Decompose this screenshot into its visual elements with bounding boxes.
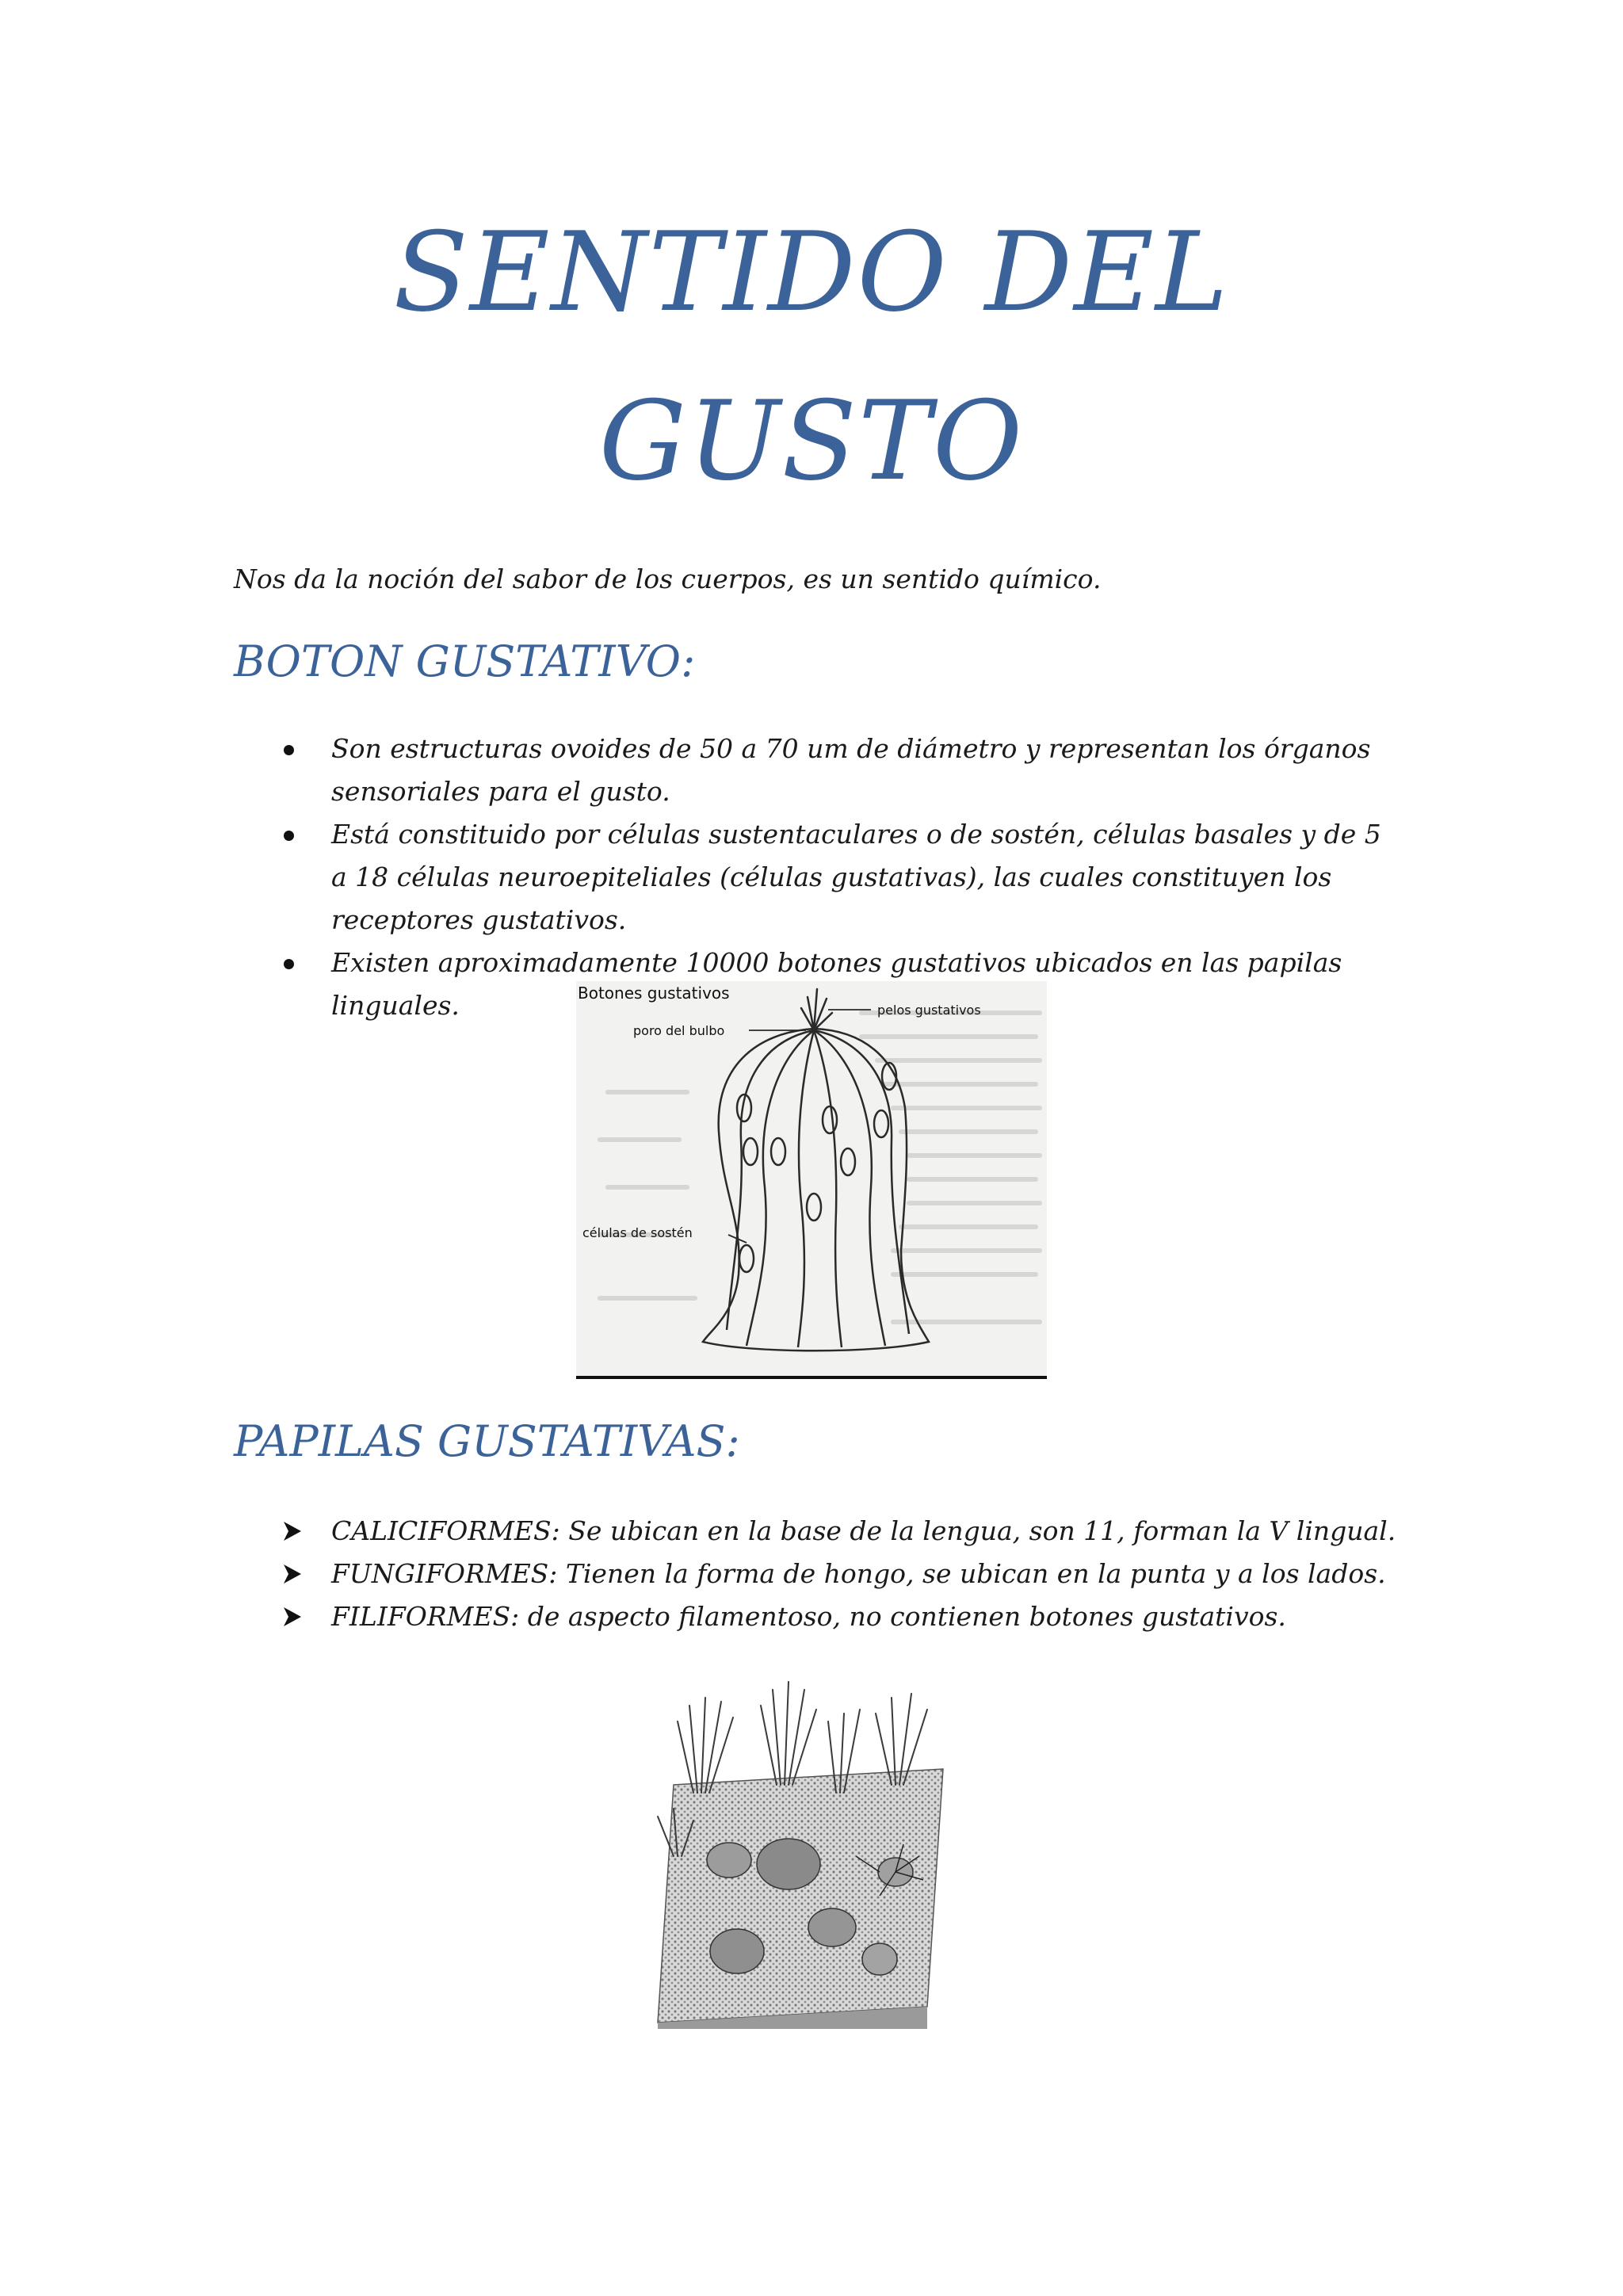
list-item [279, 1553, 1404, 1595]
taste-bud-figure [576, 981, 1047, 1379]
list-item-text: Está constituido por células sustentaculares o de sostén, células basales y de 5 a 18 células neuroepiteliales (células gustativas), las cuales constituyen los receptores gustativos. [331, 819, 1381, 935]
page-title-line-2: GUSTO [598, 377, 1025, 505]
list-item-text: CALICIFORMES: Se ubican en la base de la lengua, son 11, forman la V lingual. [331, 1515, 1396, 1546]
bullet-icon [284, 831, 294, 841]
bullet-icon [284, 745, 294, 755]
figure-label-cells: células de sostén [582, 1225, 693, 1240]
list-item-text: Existen aproximadamente 10000 botones gustativos ubicados en las papilas linguales. [331, 947, 1342, 1021]
list-item-text: FILIFORMES: de aspecto filamentoso, no contienen botones gustativos. [331, 1601, 1286, 1632]
papillae-illustration [642, 1674, 955, 2029]
arrow-bullet-icon [282, 1520, 303, 1542]
figure-title-label: Botones gustativos [578, 984, 730, 1003]
figure-label-pore: poro del bulbo [633, 1023, 725, 1038]
section-heading-boton: BOTON GUSTATIVO: [234, 636, 696, 686]
list-item [279, 1595, 1404, 1638]
list-item [279, 813, 1404, 942]
papilas-list [279, 1510, 1404, 1638]
arrow-bullet-icon [282, 1563, 303, 1585]
list-item [279, 1510, 1404, 1553]
bullet-icon [284, 959, 294, 969]
section-heading-papilas: PAPILAS GUSTATIVAS: [234, 1416, 740, 1466]
intro-paragraph: Nos da la noción del sabor de los cuerpos, es un sentido químico. [234, 563, 1102, 594]
list-item-text: FUNGIFORMES: Tienen la forma de hongo, se ubican en la punta y a los lados. [331, 1558, 1386, 1589]
list-item [279, 728, 1404, 813]
arrow-bullet-icon [282, 1606, 303, 1628]
figure-label-hairs: pelos gustativos [877, 1003, 981, 1018]
page-title-line-1: SENTIDO DEL [393, 208, 1230, 336]
list-item-text: Son estructuras ovoides de 50 a 70 um de diámetro y representan los órganos sensoriales para el gusto. [331, 733, 1371, 807]
